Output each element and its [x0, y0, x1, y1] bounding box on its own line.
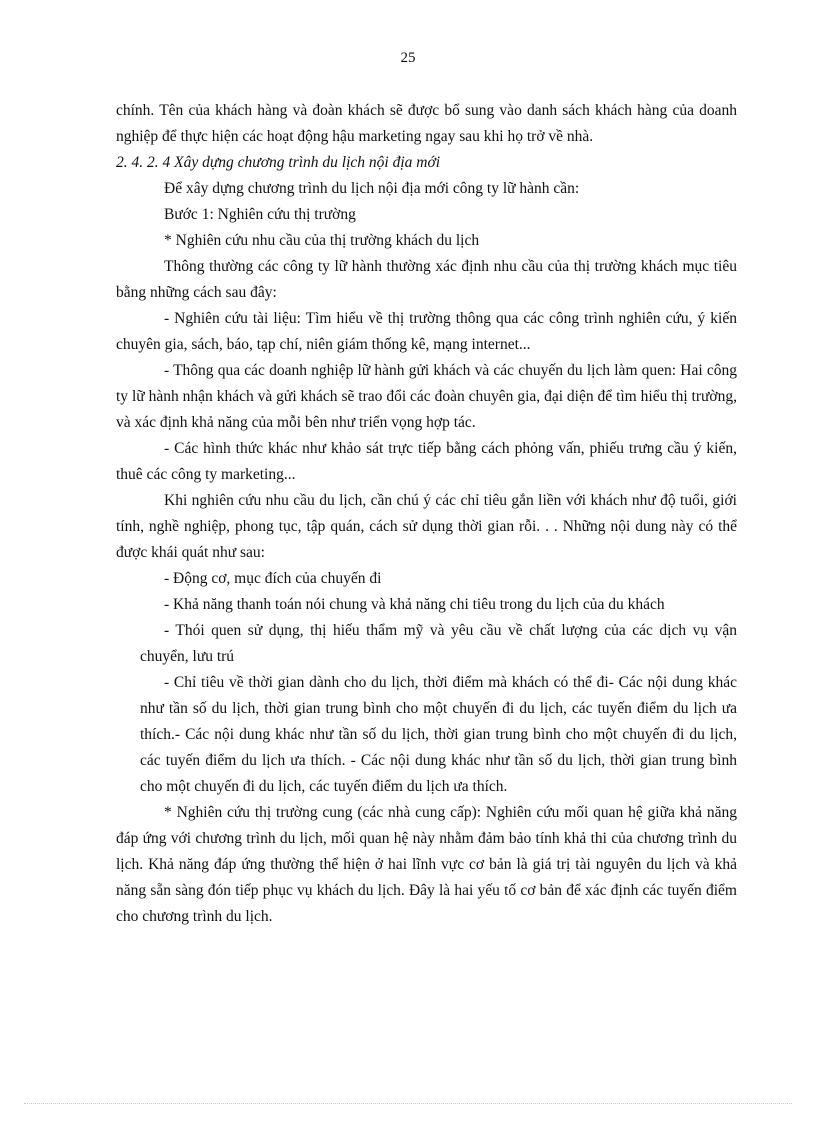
paragraph-indicators: Khi nghiên cứu nhu cầu du lịch, cần chú ý các chỉ tiêu gắn liền với khách như độ tuổi, giới tính, nghề nghiệp, phong tục, tập quán, cách sử dụng thời gian rỗi. . . Những nội dung này có thể được khái quát như sau: — [116, 492, 737, 561]
section-heading: 2. 4. 2. 4 Xây dựng chương trình du lịch nội địa mới — [116, 154, 441, 171]
list-item: - Động cơ, mục đích của chuyến đi — [164, 570, 382, 587]
footer-divider — [24, 1103, 792, 1104]
list-item: - Chỉ tiêu về thời gian dành cho du lịch, thời điểm mà khách có thể đi- Các nội dung khác như tần số du lịch, thời gian trung bình cho một chuyến đi du lịch, các tuyến điểm du lịch ưa thích.- Các nội dung khác như tần số du lịch, thời gian trung bình cho một chuyến đi du lịch, các tuyến điểm du lịch ưa thích. - Các nội dung khác như tần số du lịch, thời gian trung bình cho một chuyến đi du lịch, các tuyến điểm du lịch ưa thích. — [140, 674, 737, 795]
list-item: - Khả năng thanh toán nói chung và khả năng chi tiêu trong du lịch của du khách — [164, 596, 665, 613]
step-heading: Bước 1: Nghiên cứu thị trường — [164, 206, 356, 223]
subheading-demand: * Nghiên cứu nhu cầu của thị trường khách du lịch — [164, 232, 480, 249]
list-item: - Các hình thức khác như khảo sát trực tiếp bằng cách phỏng vấn, phiếu trưng cầu ý kiến, thuê các công ty marketing... — [116, 440, 737, 483]
list-item: - Nghiên cứu tài liệu: Tìm hiểu về thị trường thông qua các công trình nghiên cứu, ý kiến chuyên gia, sách, báo, tạp chí, niên giám thống kê, mạng internet... — [116, 310, 737, 353]
list-item: - Thói quen sử dụng, thị hiếu thẩm mỹ và yêu cầu về chất lượng của các dịch vụ vận chuyển, lưu trú — [140, 622, 737, 665]
list-item: - Thông qua các doanh nghiệp lữ hành gửi khách và các chuyến du lịch làm quen: Hai công ty lữ hành nhận khách và gửi khách sẽ trao đổi các đoàn chuyên gia, đại diện để tìm hiểu thị trường, và xác định khả năng của mỗi bên như triển vọng hợp tác. — [116, 362, 737, 431]
document-body — [116, 98, 737, 930]
paragraph-supply: * Nghiên cứu thị trường cung (các nhà cung cấp): Nghiên cứu mối quan hệ giữa khả năng đáp ứng với chương trình du lịch, mối quan hệ này nhằm đảm bảo tính khả thi của chương trình du lịch. Khả năng đáp ứng thường thể hiện ở hai lĩnh vực cơ bản là giá trị tài nguyên du lịch và khả năng sẵn sàng đón tiếp phục vụ khách du lịch. Đây là hai yếu tố cơ bản để xác định các tuyến điểm cho chương trình du lịch. — [116, 804, 737, 925]
paragraph-intro: Để xây dựng chương trình du lịch nội địa mới công ty lữ hành cần: — [164, 180, 580, 197]
paragraph-methods: Thông thường các công ty lữ hành thường xác định nhu cầu của thị trường khách mục tiêu bằng những cách sau đây: — [116, 258, 737, 301]
paragraph-continuation: chính. Tên của khách hàng và đoàn khách sẽ được bổ sung vào danh sách khách hàng của doanh nghiệp để thực hiện các hoạt động hậu marketing ngay sau khi họ trở về nhà. — [116, 102, 737, 145]
page-number: 25 — [400, 50, 416, 66]
